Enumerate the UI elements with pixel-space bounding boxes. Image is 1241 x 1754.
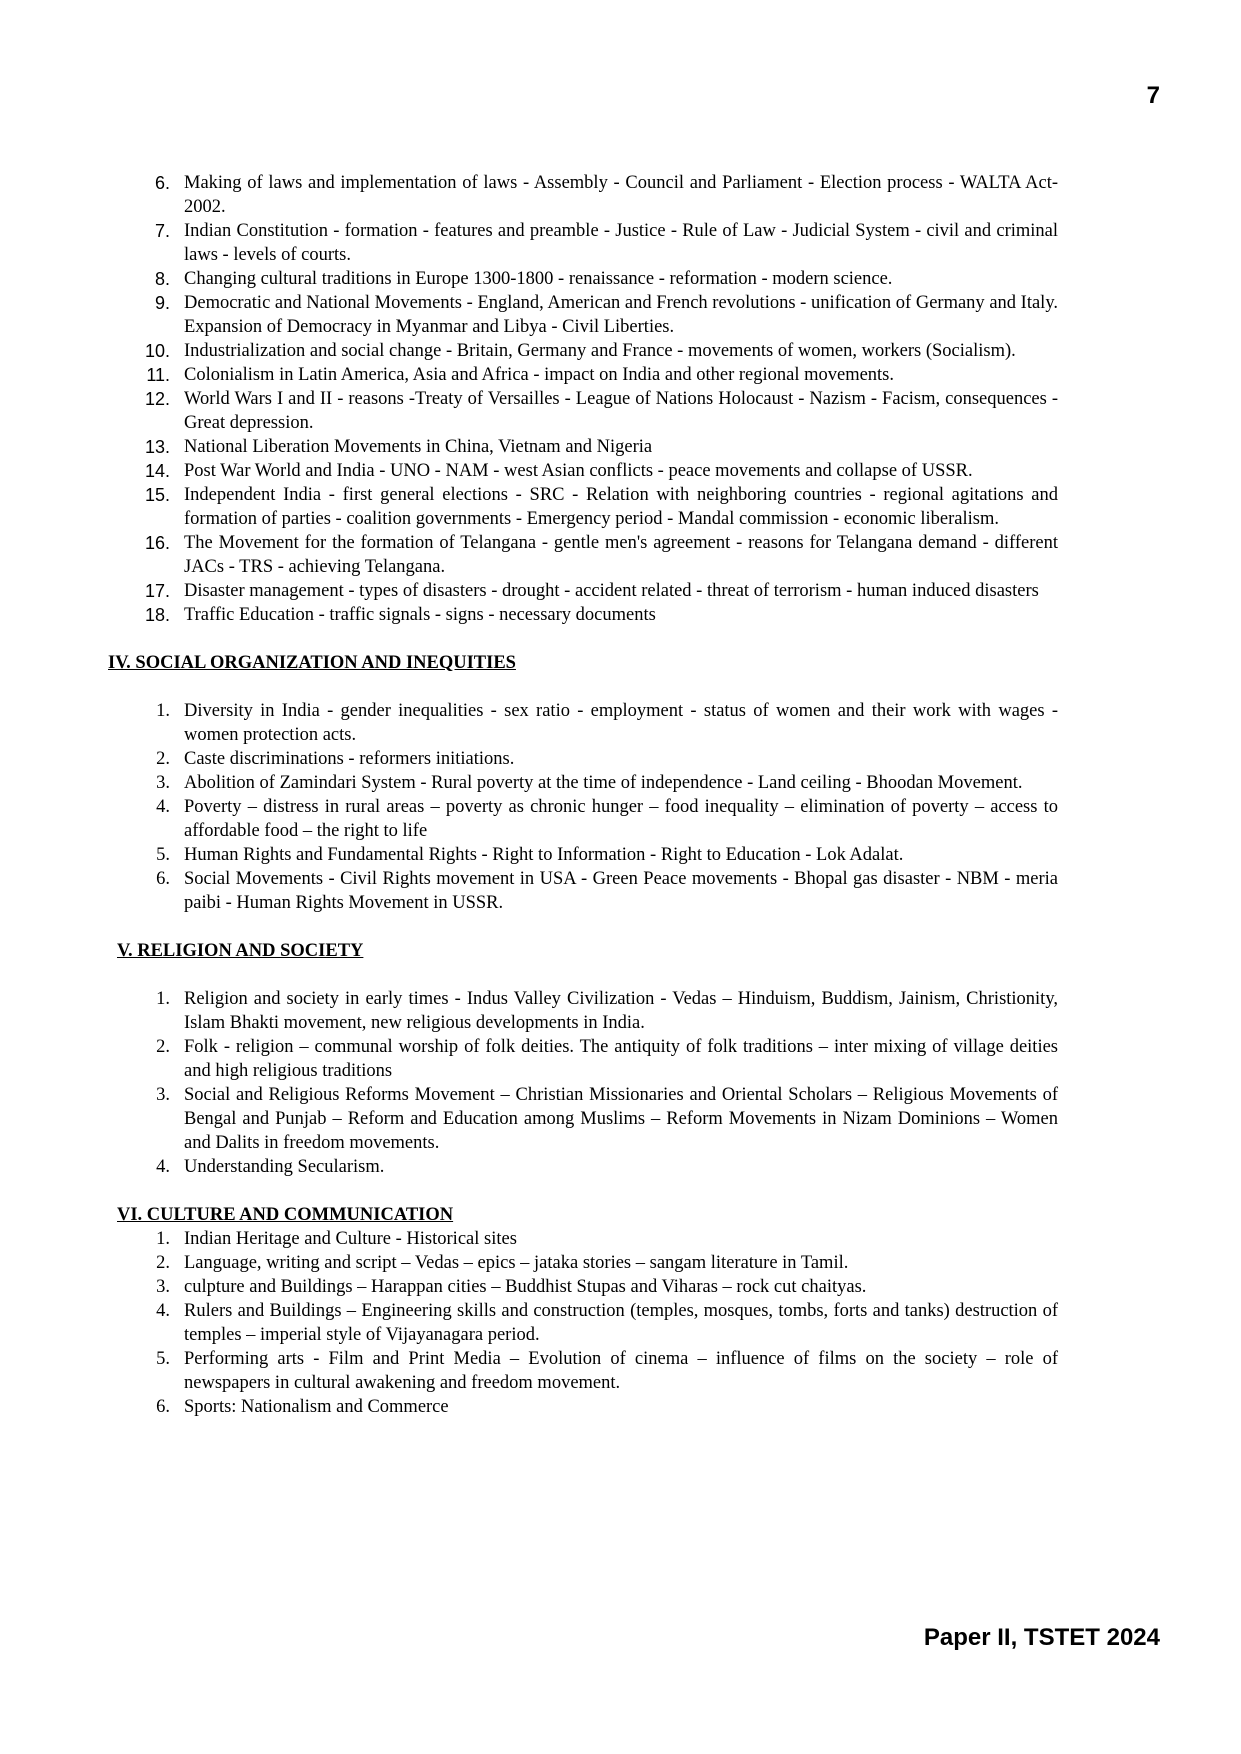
list-item-text: Abolition of Zamindari System - Rural poverty at the time of independence - Land ceiling - Bhoodan Movement.	[184, 773, 1023, 793]
list-item	[108, 1035, 1058, 1083]
list-item	[108, 531, 1058, 579]
list-item-number: 4.	[156, 797, 170, 817]
list-item-number: 15.	[144, 485, 170, 505]
list-item-number: 14.	[144, 461, 170, 481]
list-item	[108, 1299, 1058, 1347]
list-item-text: Rulers and Buildings – Engineering skills and construction (temples, mosques, tombs, forts and tanks) destruction of temples – imperial style of Vijayanagara period.	[184, 1301, 1058, 1345]
list-item-text: Indian Heritage and Culture - Historical sites	[184, 1229, 517, 1249]
list-item	[108, 339, 1058, 363]
list-item-number: 7.	[154, 221, 170, 241]
list-item-number: 1.	[156, 701, 170, 721]
footer-title: Paper II, TSTET 2024	[923, 1624, 1160, 1651]
list-item	[108, 603, 1058, 627]
section-heading-social-organization: IV. SOCIAL ORGANIZATION AND INEQUITIES	[108, 653, 516, 673]
syllabus-content	[108, 171, 1058, 1419]
list-item	[108, 387, 1058, 435]
list-item-number: 6.	[154, 173, 170, 193]
list-item	[108, 291, 1058, 339]
list-item-number: 2.	[156, 749, 170, 769]
list-item-text: Social Movements - Civil Rights movement in USA - Green Peace movements - Bhopal gas disaster - NBM - meria paibi - Human Rights Movement in USSR.	[184, 869, 1058, 913]
list-item	[108, 867, 1058, 915]
list-item	[108, 843, 1058, 867]
list-item	[108, 699, 1058, 747]
list-item-text: Human Rights and Fundamental Rights - Right to Information - Right to Education - Lok Adalat.	[184, 845, 904, 865]
list-item-number: 1.	[156, 989, 170, 1009]
list-item-text: Post War World and India - UNO - NAM - west Asian conflicts - peace movements and collapse of USSR.	[184, 461, 973, 481]
list-item-text: Social and Religious Reforms Movement – Christian Missionaries and Oriental Scholars – Religious Movements of Bengal and Punjab – Reform and Education among Muslims – Reform Movements in Nizam Dominions – Women and Dalits in freedom movements.	[184, 1085, 1058, 1153]
list-item-number: 5.	[156, 1349, 170, 1369]
list-item	[108, 219, 1058, 267]
list-item-text: Language, writing and script – Vedas – epics – jataka stories – sangam literature in Tamil.	[184, 1253, 849, 1273]
section-heading-religion-society: V. RELIGION AND SOCIETY	[117, 941, 364, 961]
list-item-text: Traffic Education - traffic signals - signs - necessary documents	[184, 605, 656, 625]
list-item	[108, 483, 1058, 531]
page-number: 7	[1146, 82, 1160, 109]
list-item-number: 16.	[144, 533, 170, 553]
list-item-text: The Movement for the formation of Telangana - gentle men's agreement - reasons for Telangana demand - different JACs - TRS - achieving Telangana.	[184, 533, 1058, 577]
list-item-text: Democratic and National Movements - England, American and French revolutions - unification of Germany and Italy. Expansion of Democracy in Myanmar and Libya - Civil Liberties.	[184, 293, 1058, 337]
section-heading-culture-communication: VI. CULTURE AND COMMUNICATION	[117, 1205, 454, 1225]
list-item-number: 6.	[156, 1397, 170, 1417]
list-item	[108, 363, 1058, 387]
list-item-text: National Liberation Movements in China, Vietnam and Nigeria	[184, 437, 653, 457]
list-item-number: 3.	[156, 1277, 170, 1297]
list-item	[108, 1347, 1058, 1395]
list-item	[108, 1251, 1058, 1275]
list-item	[108, 1227, 1058, 1251]
list-item-text: Diversity in India - gender inequalities - sex ratio - employment - status of women and their work with wages - women protection acts.	[184, 701, 1058, 745]
section-3-list	[108, 171, 1058, 627]
list-item-number: 3.	[156, 773, 170, 793]
list-item-text: Sports: Nationalism and Commerce	[184, 1397, 449, 1417]
list-item	[108, 171, 1058, 219]
list-item-text: Folk - religion – communal worship of folk deities. The antiquity of folk traditions – inter mixing of village deities and high religious traditions	[184, 1037, 1058, 1081]
list-item-text: World Wars I and II - reasons -Treaty of Versailles - League of Nations Holocaust - Nazism - Facism, consequences - Great depression.	[184, 389, 1058, 433]
list-item-number: 18.	[144, 605, 170, 625]
list-item-text: Making of laws and implementation of laws - Assembly - Council and Parliament - Election process - WALTA Act-2002.	[184, 173, 1058, 217]
list-item-number: 8.	[154, 269, 170, 289]
list-item	[108, 267, 1058, 291]
list-item-number: 10.	[144, 341, 170, 361]
list-item	[108, 579, 1058, 603]
list-item-text: Performing arts - Film and Print Media – Evolution of cinema – influence of films on the society – role of newspapers in cultural awakening and freedom movement.	[184, 1349, 1058, 1393]
list-item-text: Independent India - first general elections - SRC - Relation with neighboring countries - regional agitations and formation of parties - coalition governments - Emergency period - Mandal commission - economic liberalism.	[184, 485, 1058, 529]
list-item-number: 12.	[144, 389, 170, 409]
list-item-text: Indian Constitution - formation - features and preamble - Justice - Rule of Law - Judicial System - civil and criminal laws - levels of courts.	[184, 221, 1058, 265]
list-item-text: Changing cultural traditions in Europe 1300-1800 - renaissance - reformation - modern science.	[184, 269, 893, 289]
list-item-number: 5.	[156, 845, 170, 865]
list-item	[108, 1155, 1058, 1179]
list-item	[108, 795, 1058, 843]
list-item	[108, 435, 1058, 459]
section-4-list	[108, 699, 1058, 915]
list-item-number: 13.	[144, 437, 170, 457]
list-item-number: 2.	[156, 1037, 170, 1057]
list-item-text: Caste discriminations - reformers initiations.	[184, 749, 515, 769]
list-item-number: 4.	[156, 1301, 170, 1321]
list-item-text: culpture and Buildings – Harappan cities – Buddhist Stupas and Viharas – rock cut chaityas.	[184, 1277, 867, 1297]
list-item-number: 3.	[156, 1085, 170, 1105]
section-5-list	[108, 987, 1058, 1179]
list-item-number: 17.	[144, 581, 170, 601]
list-item-number: 9.	[154, 293, 170, 313]
list-item-text: Religion and society in early times - Indus Valley Civilization - Vedas – Hinduism, Buddism, Jainism, Christionity, Islam Bhakti movement, new religious developments in India.	[184, 989, 1058, 1033]
list-item-text: Industrialization and social change - Britain, Germany and France - movements of women, workers (Socialism).	[184, 341, 1016, 361]
list-item-text: Poverty – distress in rural areas – poverty as chronic hunger – food inequality – elimination of poverty – access to affordable food – the right to life	[184, 797, 1058, 841]
list-item	[108, 1083, 1058, 1155]
list-item-text: Colonialism in Latin America, Asia and Africa - impact on India and other regional movements.	[184, 365, 895, 385]
list-item	[108, 1275, 1058, 1299]
list-item	[108, 987, 1058, 1035]
list-item	[108, 771, 1058, 795]
list-item-text: Understanding Secularism.	[184, 1157, 385, 1177]
list-item-number: 4.	[156, 1157, 170, 1177]
list-item-number: 11.	[146, 365, 170, 385]
list-item-text: Disaster management - types of disasters - drought - accident related - threat of terrorism - human induced disasters	[184, 581, 1039, 601]
list-item-number: 6.	[156, 869, 170, 889]
list-item	[108, 747, 1058, 771]
list-item-number: 2.	[156, 1253, 170, 1273]
list-item	[108, 459, 1058, 483]
list-item	[108, 1395, 1058, 1419]
section-6-list	[108, 1227, 1058, 1419]
list-item-number: 1.	[156, 1229, 170, 1249]
